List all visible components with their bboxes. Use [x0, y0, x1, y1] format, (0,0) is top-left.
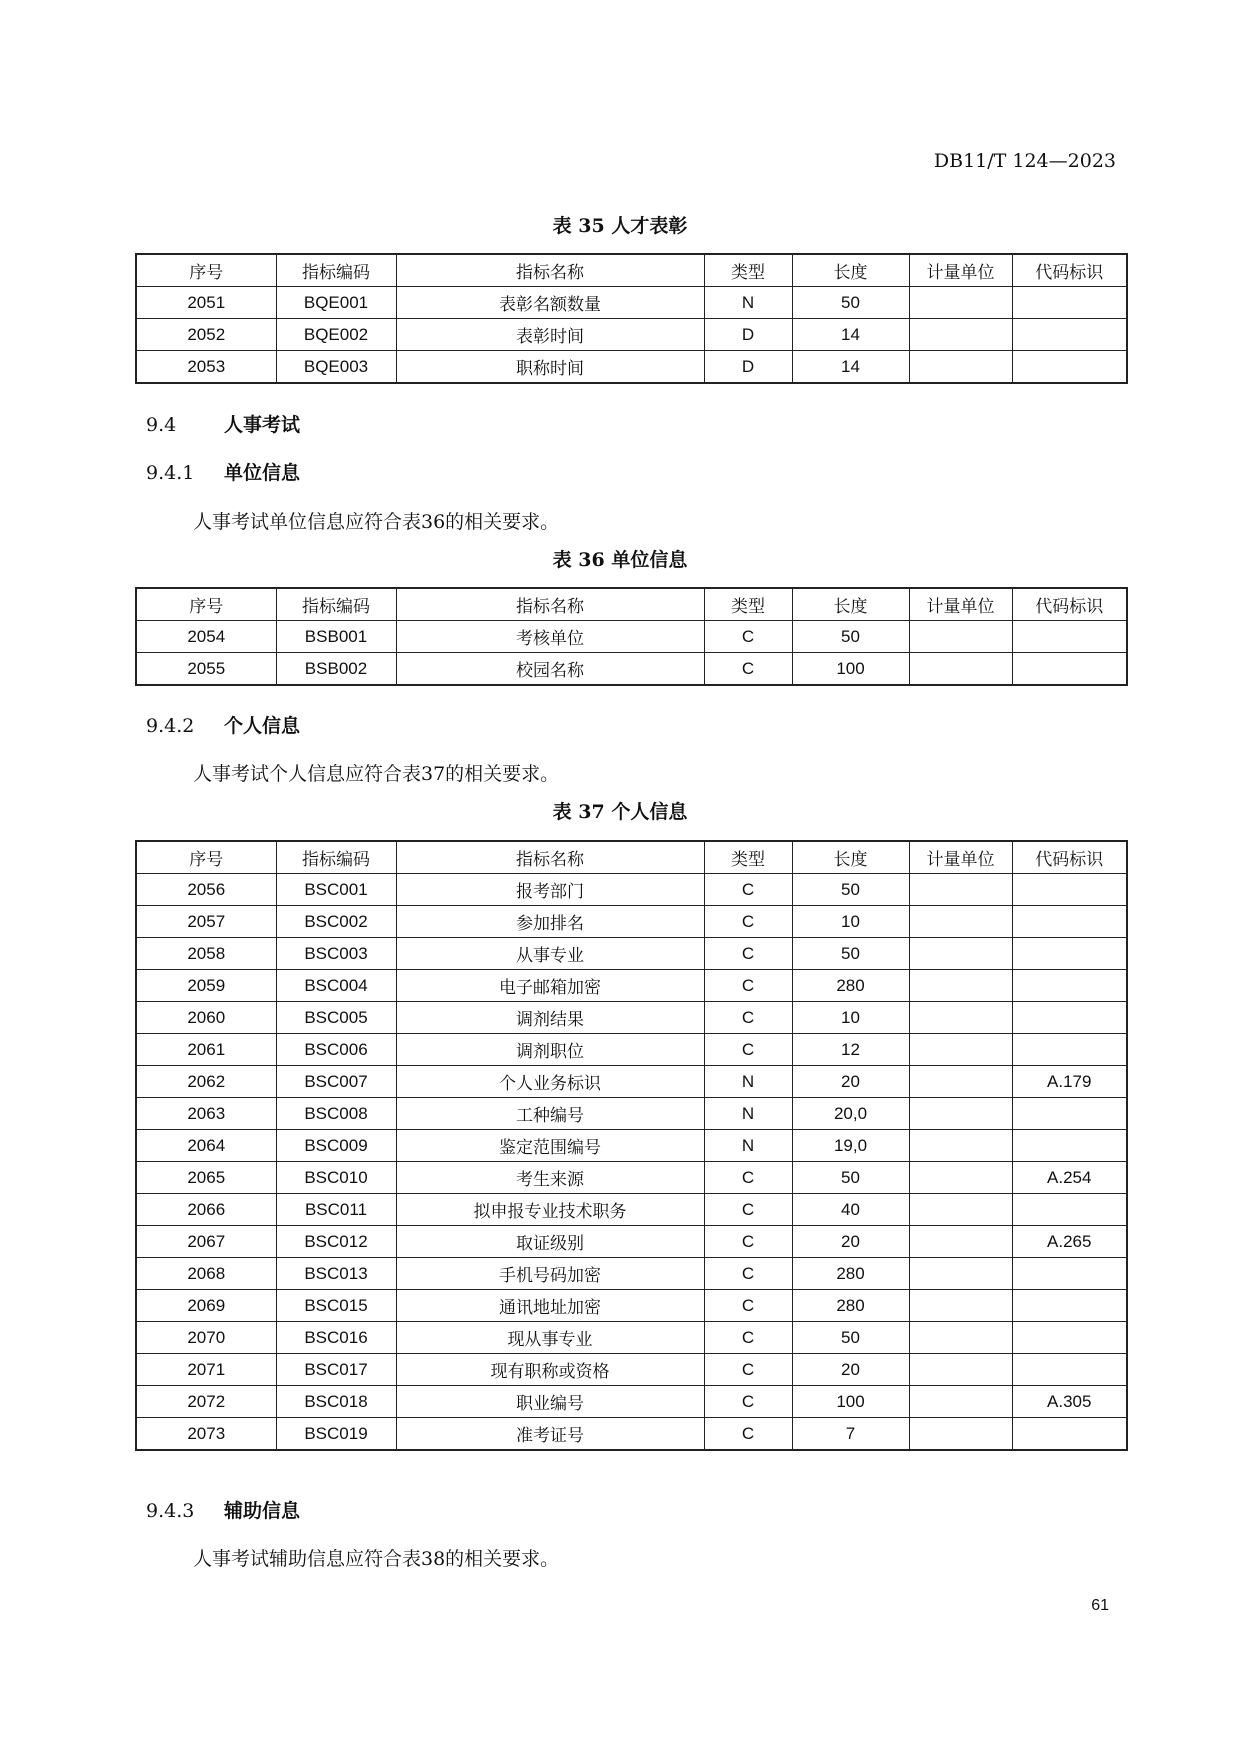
cell-code-id: A.254 [1012, 1162, 1127, 1194]
cell-name: 表彰时间 [396, 319, 704, 351]
cell-type: N [704, 1130, 792, 1162]
table-row [136, 938, 1127, 970]
col-header-type: 类型 [704, 588, 792, 621]
cell-code-id [1012, 1258, 1127, 1290]
cell-index: 2058 [136, 938, 276, 970]
cell-index: 2059 [136, 970, 276, 1002]
cell-length: 20 [792, 1066, 909, 1098]
cell-code-id [1012, 351, 1127, 384]
table-row [136, 1322, 1127, 1354]
cell-code: BSC015 [276, 1290, 396, 1322]
section-9-4-heading [146, 410, 300, 437]
cell-name: 考核单位 [396, 621, 704, 653]
cell-code: BSC010 [276, 1162, 396, 1194]
cell-unit [909, 1386, 1012, 1418]
cell-unit [909, 1322, 1012, 1354]
table-row [136, 1098, 1127, 1130]
cell-length: 280 [792, 1290, 909, 1322]
col-header-name: 指标名称 [396, 588, 704, 621]
cell-name: 校园名称 [396, 653, 704, 686]
cell-index: 2067 [136, 1226, 276, 1258]
cell-type: D [704, 319, 792, 351]
cell-code-id [1012, 906, 1127, 938]
cell-name: 工种编号 [396, 1098, 704, 1130]
cell-type: N [704, 287, 792, 319]
cell-length: 100 [792, 653, 909, 686]
table-row [136, 874, 1127, 906]
col-header-type: 类型 [704, 254, 792, 287]
cell-unit [909, 1290, 1012, 1322]
cell-name: 从事专业 [396, 938, 704, 970]
cell-name: 现从事专业 [396, 1322, 704, 1354]
col-header-code-id: 代码标识 [1012, 841, 1127, 874]
cell-type: N [704, 1098, 792, 1130]
section-title: 个人信息 [224, 715, 301, 737]
table-row [136, 1034, 1127, 1066]
cell-code-id: A.305 [1012, 1386, 1127, 1418]
cell-unit [909, 1226, 1012, 1258]
cell-unit [909, 1194, 1012, 1226]
table-header-row [136, 841, 1127, 874]
cell-type: C [704, 1354, 792, 1386]
cell-unit [909, 653, 1012, 686]
cell-index: 2061 [136, 1034, 276, 1066]
col-header-name: 指标名称 [396, 254, 704, 287]
cell-code-id [1012, 621, 1127, 653]
cell-name: 电子邮箱加密 [396, 970, 704, 1002]
cell-name: 报考部门 [396, 874, 704, 906]
cell-index: 2073 [136, 1418, 276, 1451]
cell-code: BSC001 [276, 874, 396, 906]
col-header-code-id: 代码标识 [1012, 254, 1127, 287]
cell-length: 10 [792, 1002, 909, 1034]
table-36-caption: 表 36 单位信息 [552, 549, 688, 571]
cell-index: 2053 [136, 351, 276, 384]
cell-index: 2052 [136, 319, 276, 351]
cell-code: BSC011 [276, 1194, 396, 1226]
cell-type: C [704, 938, 792, 970]
cell-length: 20 [792, 1226, 909, 1258]
col-header-type: 类型 [704, 841, 792, 874]
cell-length: 20,0 [792, 1098, 909, 1130]
section-9-4-3-paragraph: 人事考试辅助信息应符合表38的相关要求。 [193, 1548, 560, 1570]
cell-code-id [1012, 1098, 1127, 1130]
cell-length: 14 [792, 319, 909, 351]
table-37 [135, 840, 1128, 1451]
cell-type: C [704, 1386, 792, 1418]
cell-code: BSB002 [276, 653, 396, 686]
cell-name: 准考证号 [396, 1418, 704, 1451]
cell-name: 参加排名 [396, 906, 704, 938]
cell-index: 2066 [136, 1194, 276, 1226]
cell-type: C [704, 1258, 792, 1290]
cell-code: BSC016 [276, 1322, 396, 1354]
cell-unit [909, 1130, 1012, 1162]
cell-length: 50 [792, 874, 909, 906]
col-header-length: 长度 [792, 841, 909, 874]
cell-name: 拟申报专业技术职务 [396, 1194, 704, 1226]
cell-name: 表彰名额数量 [396, 287, 704, 319]
cell-name: 调剂职位 [396, 1034, 704, 1066]
cell-code: BQE001 [276, 287, 396, 319]
table-row [136, 1354, 1127, 1386]
cell-index: 2068 [136, 1258, 276, 1290]
cell-index: 2070 [136, 1322, 276, 1354]
table-row [136, 1418, 1127, 1451]
cell-name: 现有职称或资格 [396, 1354, 704, 1386]
cell-index: 2054 [136, 621, 276, 653]
cell-unit [909, 938, 1012, 970]
table-row [136, 1066, 1127, 1098]
col-header-code: 指标编码 [276, 841, 396, 874]
cell-length: 280 [792, 1258, 909, 1290]
cell-index: 2069 [136, 1290, 276, 1322]
cell-length: 12 [792, 1034, 909, 1066]
cell-unit [909, 1002, 1012, 1034]
cell-code-id [1012, 1354, 1127, 1386]
cell-code: BSB001 [276, 621, 396, 653]
cell-length: 20 [792, 1354, 909, 1386]
cell-code-id [1012, 874, 1127, 906]
table-row [136, 287, 1127, 319]
cell-unit [909, 874, 1012, 906]
cell-name: 鉴定范围编号 [396, 1130, 704, 1162]
table-row [136, 653, 1127, 686]
cell-index: 2060 [136, 1002, 276, 1034]
table-row [136, 1226, 1127, 1258]
cell-code-id [1012, 1194, 1127, 1226]
cell-length: 10 [792, 906, 909, 938]
cell-code: BQE003 [276, 351, 396, 384]
cell-unit [909, 351, 1012, 384]
section-title: 辅助信息 [224, 1500, 301, 1522]
cell-index: 2056 [136, 874, 276, 906]
cell-code: BSC013 [276, 1258, 396, 1290]
cell-code: BSC007 [276, 1066, 396, 1098]
cell-unit [909, 1162, 1012, 1194]
cell-index: 2057 [136, 906, 276, 938]
cell-code-id [1012, 653, 1127, 686]
cell-index: 2063 [136, 1098, 276, 1130]
cell-unit [909, 287, 1012, 319]
cell-type: D [704, 351, 792, 384]
cell-code-id: A.265 [1012, 1226, 1127, 1258]
cell-type: C [704, 1322, 792, 1354]
cell-code: BSC006 [276, 1034, 396, 1066]
table-35 [135, 253, 1128, 384]
section-9-4-3-heading [146, 1496, 300, 1523]
cell-type: C [704, 1002, 792, 1034]
section-9-4-2-paragraph: 人事考试个人信息应符合表37的相关要求。 [193, 763, 560, 785]
cell-name: 取证级别 [396, 1226, 704, 1258]
cell-unit [909, 1354, 1012, 1386]
cell-length: 100 [792, 1386, 909, 1418]
table-header-row [136, 254, 1127, 287]
cell-code: BSC018 [276, 1386, 396, 1418]
cell-name: 个人业务标识 [396, 1066, 704, 1098]
cell-unit [909, 1258, 1012, 1290]
section-number: 9.4.3 [146, 1500, 195, 1522]
cell-code: BSC012 [276, 1226, 396, 1258]
cell-code: BSC003 [276, 938, 396, 970]
col-header-index: 序号 [136, 254, 276, 287]
cell-code-id [1012, 1290, 1127, 1322]
col-header-index: 序号 [136, 841, 276, 874]
cell-code-id [1012, 1002, 1127, 1034]
section-title: 单位信息 [224, 462, 301, 484]
cell-code-id [1012, 1034, 1127, 1066]
cell-type: C [704, 653, 792, 686]
cell-unit [909, 1098, 1012, 1130]
col-header-code: 指标编码 [276, 254, 396, 287]
section-title: 人事考试 [224, 414, 301, 436]
cell-type: C [704, 1290, 792, 1322]
cell-type: C [704, 1194, 792, 1226]
cell-code: BQE002 [276, 319, 396, 351]
cell-length: 14 [792, 351, 909, 384]
table-row [136, 1194, 1127, 1226]
cell-type: C [704, 970, 792, 1002]
cell-name: 职业编号 [396, 1386, 704, 1418]
cell-code-id: A.179 [1012, 1066, 1127, 1098]
table-row [136, 1002, 1127, 1034]
cell-code-id [1012, 287, 1127, 319]
cell-length: 50 [792, 938, 909, 970]
col-header-length: 长度 [792, 254, 909, 287]
cell-length: 50 [792, 287, 909, 319]
cell-name: 通讯地址加密 [396, 1290, 704, 1322]
section-9-4-1-paragraph: 人事考试单位信息应符合表36的相关要求。 [193, 511, 560, 533]
cell-code: BSC008 [276, 1098, 396, 1130]
section-9-4-1-heading [146, 458, 300, 485]
cell-type: C [704, 1418, 792, 1451]
cell-name: 考生来源 [396, 1162, 704, 1194]
cell-name: 职称时间 [396, 351, 704, 384]
table-row [136, 906, 1127, 938]
section-9-4-2-heading [146, 711, 300, 738]
cell-length: 50 [792, 1322, 909, 1354]
cell-index: 2071 [136, 1354, 276, 1386]
table-row [136, 1258, 1127, 1290]
cell-type: C [704, 1162, 792, 1194]
cell-index: 2062 [136, 1066, 276, 1098]
cell-unit [909, 1066, 1012, 1098]
col-header-unit: 计量单位 [909, 588, 1012, 621]
cell-length: 280 [792, 970, 909, 1002]
cell-type: C [704, 1226, 792, 1258]
cell-length: 40 [792, 1194, 909, 1226]
table-row [136, 1130, 1127, 1162]
cell-index: 2065 [136, 1162, 276, 1194]
col-header-name: 指标名称 [396, 841, 704, 874]
cell-type: C [704, 1034, 792, 1066]
cell-code: BSC019 [276, 1418, 396, 1451]
cell-code-id [1012, 1130, 1127, 1162]
table-header-row [136, 588, 1127, 621]
table-35-caption: 表 35 人才表彰 [552, 215, 688, 237]
cell-code: BSC005 [276, 1002, 396, 1034]
table-row [136, 1386, 1127, 1418]
col-header-unit: 计量单位 [909, 254, 1012, 287]
cell-unit [909, 319, 1012, 351]
cell-index: 2055 [136, 653, 276, 686]
cell-code-id [1012, 1322, 1127, 1354]
cell-index: 2064 [136, 1130, 276, 1162]
cell-code-id [1012, 970, 1127, 1002]
cell-code-id [1012, 319, 1127, 351]
cell-name: 手机号码加密 [396, 1258, 704, 1290]
table-row [136, 351, 1127, 384]
cell-index: 2072 [136, 1386, 276, 1418]
document-id: DB11/T 124—2023 [933, 150, 1116, 172]
table-row [136, 1162, 1127, 1194]
cell-index: 2051 [136, 287, 276, 319]
cell-unit [909, 970, 1012, 1002]
cell-type: N [704, 1066, 792, 1098]
cell-length: 50 [792, 1162, 909, 1194]
col-header-code: 指标编码 [276, 588, 396, 621]
cell-length: 50 [792, 621, 909, 653]
cell-unit [909, 621, 1012, 653]
table-row [136, 319, 1127, 351]
section-number: 9.4.2 [146, 715, 195, 737]
cell-unit [909, 1418, 1012, 1451]
cell-code: BSC017 [276, 1354, 396, 1386]
col-header-length: 长度 [792, 588, 909, 621]
section-number: 9.4.1 [146, 462, 195, 484]
section-number: 9.4 [146, 414, 177, 436]
cell-unit [909, 1034, 1012, 1066]
table-37-caption: 表 37 个人信息 [552, 801, 688, 823]
cell-length: 19,0 [792, 1130, 909, 1162]
cell-type: C [704, 874, 792, 906]
page-number: 61 [1091, 1597, 1109, 1614]
table-row [136, 1290, 1127, 1322]
col-header-unit: 计量单位 [909, 841, 1012, 874]
cell-type: C [704, 906, 792, 938]
col-header-code-id: 代码标识 [1012, 588, 1127, 621]
cell-code: BSC002 [276, 906, 396, 938]
table-row [136, 621, 1127, 653]
cell-code-id [1012, 1418, 1127, 1451]
table-36 [135, 587, 1128, 686]
cell-type: C [704, 621, 792, 653]
cell-unit [909, 906, 1012, 938]
cell-length: 7 [792, 1418, 909, 1451]
cell-code-id [1012, 938, 1127, 970]
cell-code: BSC009 [276, 1130, 396, 1162]
col-header-index: 序号 [136, 588, 276, 621]
cell-name: 调剂结果 [396, 1002, 704, 1034]
cell-code: BSC004 [276, 970, 396, 1002]
table-row [136, 970, 1127, 1002]
